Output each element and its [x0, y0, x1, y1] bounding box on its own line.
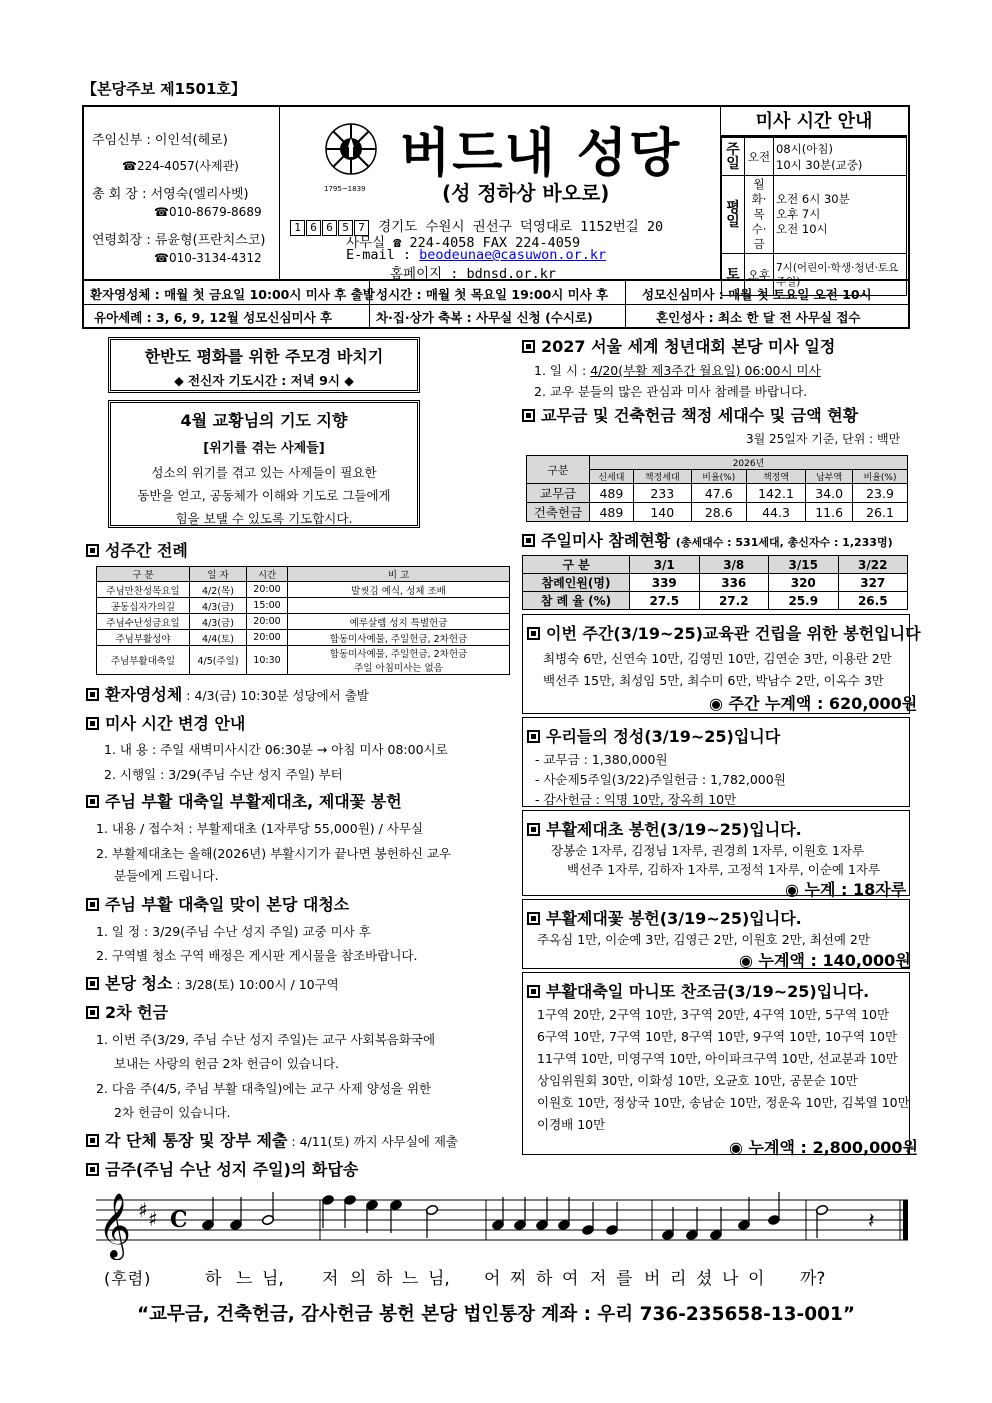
manito-box: 부활대축일 마니또 찬조금(3/19~25)입니다. 1구역 20만, 2구역 10만, 3구역 20만, 4구역 10만, 5구역 10만 6구역 10만, 7구역 10만, 8구역 10만, 9구역 10만, 10구역 10만 11구역 10만, 미영구역 10만, 아이파크구역 10만, 선교분과 10만 상임위원회 30만, 이화성 10만, 오균호 10만, 공문순 10만 이원호 10만, 정상국 10만, 송남순 10만, 정운옥 10만, 김복열 10만 이경배 10만 ◉ 누계액 : 2,800,000원 — [522, 972, 910, 1155]
refrain-label: (후렴) — [104, 1269, 152, 1288]
info-marian-mass: 성모신심미사 : 매월 첫 토요일 오전 10시 — [642, 287, 872, 302]
attendance-table: 구 분 3/1 3/8 3/15 3/22 참례인원(명) 339 336 320 327 참 례 율 (%) 27.5 27.2 25.9 26.5 — [522, 555, 908, 610]
mass-schedule — [720, 107, 908, 288]
section-bullet-icon — [522, 340, 535, 353]
section-bullet-icon — [527, 985, 540, 998]
email-line: E-mail : beodeunae@casuwon.or.kr — [346, 247, 607, 263]
logo-years: 1795~1839 — [324, 185, 366, 193]
lyric-syllable: 까? — [800, 1269, 826, 1289]
homepage: 홈페이지 : bdnsd.or.kr — [390, 266, 556, 282]
lyric-syllable: 하 — [205, 1269, 222, 1289]
staff-contacts — [84, 107, 280, 279]
peace-title: 한반도 평화를 위한 주모경 바치기 — [144, 347, 384, 366]
lyric-syllable: 의 — [350, 1269, 367, 1289]
president: 총 회 장 : 서영숙(엘리사벳) — [92, 187, 249, 202]
dues-table: 구분 2026년 신세대 책정세대 비율(%) 책정액 납부액 비율(%) 교무금 489 233 47.6 142.1 34.0 23.9 건축헌금 489 140 28.6 44.3 11.6 26.1 — [526, 455, 908, 522]
peace-prayer-box — [108, 337, 420, 393]
address-text: 경기도 수원시 권선구 덕영대로 1152번길 20 — [378, 219, 664, 235]
lyric-syllable: 저 — [590, 1269, 607, 1289]
office-phone: 사무실 ☎ 224-4058 FAX 224-4059 — [346, 235, 581, 251]
masthead — [82, 105, 910, 288]
sunday-label: 주일 — [722, 138, 745, 176]
second-collection-heading: 2차 헌금 — [86, 1000, 168, 1023]
lyric-syllable: 여 — [562, 1269, 579, 1289]
psalm-heading: 금주(주님 수난 성지 주일)의 화답송 — [86, 1157, 358, 1180]
lyric-syllable: 버 — [644, 1269, 661, 1289]
education-hall-box: 이번 주간(3/19~25)교육관 건립을 위한 봉헌입니다 최병숙 6만, 신연숙 10만, 김영민 10만, 김연순 3만, 이용란 2만 백선주 15만, 최성임 5만, 최수미 6만, 박남수 2만, 이옥수 3만 ◉ 주간 누계액 : 620,000원 — [522, 614, 910, 714]
offering-box: 우리들의 정성(3/19~25)입니다 - 교무금 : 1,380,000원 - 사순제5주일(3/22)주일헌금 : 1,782,000원 - 감사헌금 : 익명 10만, 장옥희 10만 — [522, 717, 910, 807]
section-bullet-icon — [86, 1006, 99, 1019]
flower-total: ◉ 누계액 : 140,000원 — [739, 951, 911, 970]
table-row: 교무금 489 233 47.6 142.1 34.0 23.9 — [527, 484, 908, 503]
info-marriage: 혼인성사 : 최소 한 달 전 사무실 접수 — [656, 310, 861, 325]
info-blessing: 차·집·상가 축복 : 사무실 신청 (수시로) — [376, 310, 593, 325]
table-row: 주님만찬성목요일 4/2(목) 20:00 발씻김 예식, 성체 조배 — [97, 582, 510, 598]
pope-title: 4월 교황님의 기도 지향 — [180, 411, 348, 430]
mass-schedule-title: 미사 시간 안내 — [721, 107, 907, 137]
info-holy-hour: 성시간 : 매월 첫 목요일 19:00시 미사 후 — [376, 287, 609, 302]
rest-icon: 𝄽 — [868, 1209, 875, 1234]
saturday-time: 7시(어린이·학생·청년·토요주일) — [774, 254, 907, 296]
sharp-icon: ♯ — [138, 1198, 148, 1222]
lyric-syllable: 이 — [748, 1269, 765, 1289]
section-bullet-icon — [86, 898, 99, 911]
section-bullet-icon — [527, 823, 540, 836]
issue-number: 【본당주보 제1501호】 — [82, 80, 246, 98]
lyric-syllable: 느 — [402, 1269, 419, 1289]
weekday-times: 오전 6시 30분 오후 7시 오전 10시 — [774, 176, 907, 254]
candle-total: ◉ 누계 : 18자루 — [785, 880, 907, 899]
lyric-syllable: 님, — [428, 1269, 450, 1289]
lyric-syllable: 저 — [322, 1269, 339, 1289]
president-phone: ☎010-8679-8689 — [154, 205, 262, 219]
parish-info-bar — [82, 281, 910, 329]
music-staff — [96, 1186, 914, 1260]
patient-heading: 환자영성체 : 4/3(금) 10:30분 성당에서 출발 — [86, 682, 369, 705]
section-bullet-icon — [86, 1163, 99, 1176]
lyric-syllable: 어 — [484, 1269, 501, 1289]
parish-clean-heading: 본당 청소 : 3/28(토) 10:00시 / 10구역 — [86, 971, 339, 994]
info-patient-communion: 환자영성체 : 매월 첫 금요일 10:00시 미사 후 출발 — [90, 287, 375, 302]
lyric-syllable: 찌 — [510, 1269, 527, 1289]
holyweek-heading: 성주간 전례 — [86, 538, 188, 561]
section-bullet-icon — [527, 730, 540, 743]
youth-leader: 연령회장 : 류윤형(프란치스코) — [92, 233, 266, 248]
mass-table: 주일 오전 08시(아침) 10시 30분(교중) 평일 월 화·목 수·금 오전 6시 30분 오후 7시 오전 10시 토 오후 7시(어린이·학생·청년·토요주일) — [721, 137, 907, 296]
treble-clef-icon: 𝄞 — [98, 1193, 132, 1258]
manito-total: ◉ 누계액 : 2,800,000원 — [729, 1138, 918, 1157]
ledger-heading: 각 단체 통장 및 장부 제출 : 4/11(토) 까지 사무실에 제출 — [86, 1128, 458, 1151]
attendance-heading: 주일미사 참례현황 (총세대수 : 531세대, 총신자수 : 1,233명) — [522, 528, 893, 551]
parish-name: 버드내 성당 — [400, 124, 682, 184]
wyd-line1: 1. 일 시 : 4/20(부활 제3주간 월요일) 06:00시 미사 — [534, 363, 821, 378]
table-row: 주님수난성금요일 4/3(금) 20:00 예루살렘 성지 특별헌금 — [97, 614, 510, 630]
psalm-lyrics — [0, 1264, 992, 1289]
saturday-label: 토 — [722, 254, 745, 296]
weekday-label: 평일 — [722, 176, 745, 254]
peace-sub: ◆ 전신자 기도시간 : 저녁 9시 ◆ — [174, 373, 354, 388]
parish-logo-icon — [320, 121, 382, 183]
lyric-syllable: 느 — [236, 1269, 253, 1289]
section-bullet-icon — [86, 1134, 99, 1147]
section-bullet-icon — [522, 409, 535, 422]
dues-heading: 교무금 및 건축헌금 책정 세대수 및 금액 현황 — [522, 403, 858, 426]
holyweek-table: 구 분 일 자 시간 비 고 주님만찬성목요일 4/2(목) 20:00 발씻김 예식, 성체 조배 공동십자가의길 4/3(금) 15:00 주님수난성금요일 4/3(금) 20:00 예루살렘 성지 특별헌금 주님부활성야 4/4(토) 20:00 합동미사예물, 주일헌금, 2차헌금 주님부활대축일 4/5(주일) 10:30 합동미사예물, 주일헌금, 2차헌금 주일 아침미사는 없음 — [96, 566, 510, 675]
edu-total: ◉ 주간 누계액 : 620,000원 — [709, 694, 918, 713]
easter-candle-box: 부활제대초 봉헌(3/19~25)입니다. 장봉순 1자루, 김정님 1자루, 권경희 1자루, 이원호 1자루 백선주 1자루, 김하자 1자루, 고정석 1자루, 이순예 1자루 ◉ 누계 : 18자루 — [522, 810, 910, 896]
sharp-icon: ♯ — [148, 1207, 158, 1231]
parish-patron: (성 정하상 바오로) — [442, 181, 610, 205]
lyric-syllable: 셨 — [696, 1269, 713, 1289]
section-bullet-icon — [86, 795, 99, 808]
lyric-syllable: 하 — [536, 1269, 553, 1289]
section-bullet-icon — [86, 977, 99, 990]
table-row: 주님부활성야 4/4(토) 20:00 합동미사예물, 주일헌금, 2차헌금 — [97, 630, 510, 646]
pastor-phone: ☎224-4057(사제관) — [122, 159, 239, 173]
cleaning-heading: 주님 부활 대축일 맞이 본당 대청소 — [86, 892, 349, 915]
email-link[interactable]: beodeunae@casuwon.or.kr — [419, 247, 607, 263]
section-bullet-icon — [527, 627, 540, 640]
pastor: 주임신부 : 이인석(헤로) — [92, 133, 228, 148]
lyric-syllable: 를 — [616, 1269, 633, 1289]
table-row: 건축헌금 489 140 28.6 44.3 11.6 26.1 — [527, 503, 908, 522]
bank-account: “교무금, 건축헌금, 감사헌금 봉헌 본당 법인통장 계좌 : 우리 736-235658-13-001” — [136, 1304, 856, 1325]
pope-intention-box: 4월 교황님의 기도 지향 [위기를 겪는 사제들] 성소의 위기를 겪고 있는 사제들이 필요한 동반을 얻고, 공동체가 이해와 기도로 그들에게 힘을 보탤 수 있도록 기도합시다. — [108, 400, 420, 528]
table-row: 주님부활대축일 4/5(주일) 10:30 합동미사예물, 주일헌금, 2차헌금 주일 아침미사는 없음 — [97, 646, 510, 675]
lyric-syllable: 나 — [722, 1269, 739, 1289]
dues-note: 3월 25일자 기준, 단위 : 백만 — [746, 432, 901, 446]
section-bullet-icon — [522, 534, 535, 547]
pope-sub: [위기를 겪는 사제들] — [203, 441, 325, 456]
lyric-syllable: 님, — [262, 1269, 284, 1289]
table-row: 공동십자가의길 4/3(금) 15:00 — [97, 598, 510, 614]
common-time-icon: C — [170, 1207, 188, 1233]
altar-flower-box: 부활제대꽃 봉헌(3/19~25)입니다. 주옥심 1만, 이순예 3만, 김영근 2만, 이원호 2만, 최선예 2만 ◉ 누계액 : 140,000원 — [522, 899, 910, 969]
table-row: 참례인원(명) 339 336 320 327 — [523, 574, 908, 592]
lyric-syllable: 하 — [376, 1269, 393, 1289]
zip-code: 1 6 6 5 7 — [290, 219, 370, 235]
easter-candle-heading: 주님 부활 대축일 부활제대초, 제대꽃 봉헌 — [86, 789, 402, 812]
section-bullet-icon — [86, 717, 99, 730]
section-bullet-icon — [86, 688, 99, 701]
section-bullet-icon — [527, 912, 540, 925]
lyric-syllable: 리 — [670, 1269, 687, 1289]
sunday-times: 08시(아침) 10시 30분(교중) — [774, 138, 907, 176]
wyd-heading: 2027 서울 세계 청년대회 본당 미사 일정 — [522, 334, 835, 357]
parish-title-block — [280, 107, 720, 282]
info-infant-baptism: 유아세례 : 3, 6, 9, 12월 성모신심미사 후 — [94, 310, 333, 325]
youth-phone: ☎010-3134-4312 — [154, 251, 262, 265]
masschange-heading: 미사 시간 변경 안내 — [86, 711, 245, 734]
section-bullet-icon — [86, 544, 99, 557]
table-row: 참 례 율 (%) 27.5 27.2 25.9 26.5 — [523, 592, 908, 610]
